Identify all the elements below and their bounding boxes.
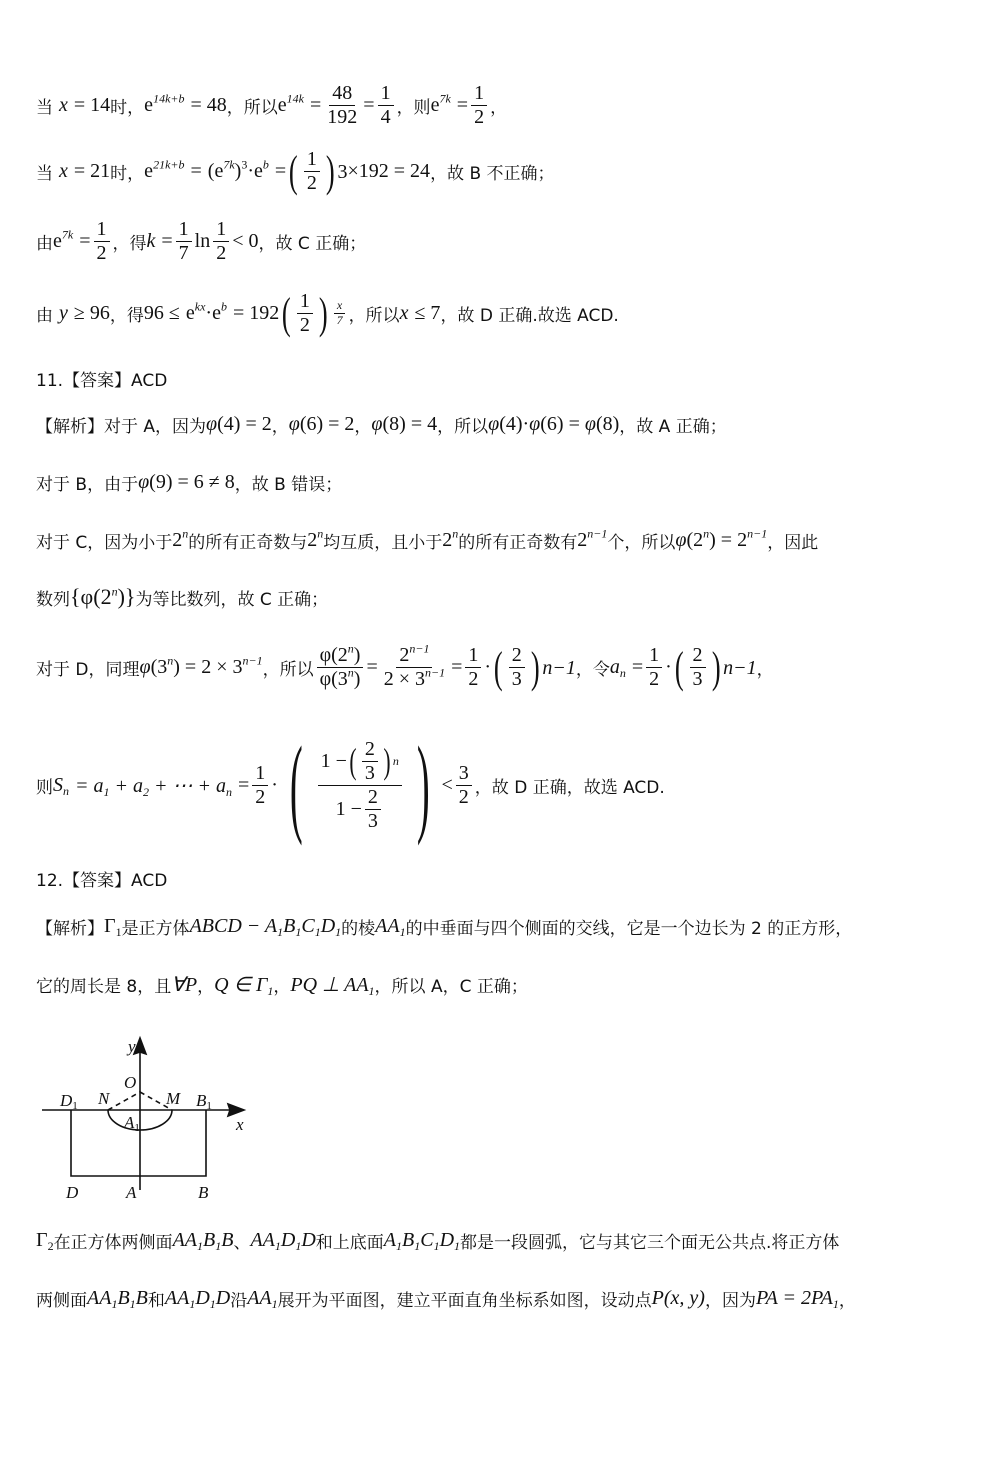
math: $e^{21k+b}$ [144, 157, 185, 182]
text: 为等比数列，故 C 正确； [135, 589, 329, 610]
text: ，则 [396, 98, 431, 118]
fraction: $\frac{2^{n-1}}{2 \times 3^{n-1}}$ [383, 641, 446, 690]
math: $\Gamma_2$ [36, 1229, 54, 1254]
text: ， [838, 1291, 856, 1311]
rectangle [71, 1110, 206, 1176]
paren: ( [674, 642, 684, 692]
fraction: $\frac{2}{3}$ [690, 644, 706, 691]
text: 当 [36, 98, 53, 118]
var-x: x [59, 160, 68, 182]
fraction: $\frac{2}{3}$ [509, 644, 525, 691]
text: ，故 C 正确； [258, 234, 367, 254]
text: ， [271, 417, 289, 437]
var-x: x [59, 94, 68, 116]
text: 、 [233, 1233, 251, 1253]
q11-answer [36, 366, 167, 391]
text: ， [273, 977, 291, 997]
math: $AA_1B_1B$ [172, 1229, 234, 1254]
math: ln [194, 230, 211, 252]
math: = [310, 94, 322, 116]
text: ，所以 [262, 660, 314, 680]
math: $AA_1$ [247, 1287, 278, 1312]
text: 在正方体两侧面 [53, 1233, 173, 1253]
math: $e^{14k+b}$ [144, 91, 185, 116]
svg-text:N: N [98, 1089, 110, 1108]
text: ，得 [109, 306, 144, 326]
q11-analysis-b [36, 470, 342, 495]
q12-analysis-4 [36, 1286, 856, 1311]
text: 均互质，且小于 [323, 533, 443, 553]
math: φ(9) = 6 ≠ 8 [138, 471, 235, 493]
fraction: $\frac{\varphi(2^n)}{\varphi(3^n)}$ [317, 644, 364, 691]
svg-text:A: A [126, 1183, 137, 1200]
text: 【解析】对于 A，因为 [36, 417, 207, 437]
fraction: $\frac{3}{2}$ [456, 762, 472, 809]
svg-text:x: x [236, 1115, 244, 1134]
q12-analysis-3 [36, 1228, 839, 1253]
q12-answer [36, 866, 167, 891]
fraction: $\frac{48}{192}$ [327, 82, 358, 128]
text: ，得 [112, 234, 147, 254]
var-y: y [59, 302, 68, 324]
svg-text:B: B [198, 1183, 209, 1200]
math: = [79, 230, 91, 252]
math: = [456, 94, 469, 116]
math: φ(6) = 2 [288, 413, 355, 435]
text: 数列 [36, 589, 70, 610]
text: 当 [36, 164, 53, 184]
q11-analysis-d: 对于 D，同理 $\varphi(3^n) = 2 \times 3^{n-1}$ ，所以 $\frac{\varphi(2^n)}{\varphi(3^n)}$ = $\frac{2^{n-1}}{2 \times 3^{n-1}}$ = $\frac{1}{2}$ · ( $\frac{2}{3}$ ) n−1 ，令 $a_n$ = $\frac{1}{2}$ · ( $\frac{2}{3}$ ) n−1 ， [36, 641, 774, 692]
var-x: x [399, 302, 409, 324]
math: $AA_1D_1D$ [164, 1287, 231, 1312]
math: PA = $2PA_1$ [755, 1287, 839, 1312]
paren: ( [289, 146, 298, 196]
math: = [161, 230, 173, 252]
math: 96 ≤ [143, 302, 180, 324]
text: 的棱 [341, 919, 376, 939]
text: ， [197, 977, 215, 997]
fraction: $\frac{1}{2}$ [471, 82, 487, 129]
math: $AA_1D_1D$ [250, 1229, 316, 1254]
solution-line-y96 [36, 290, 619, 337]
math: = [274, 160, 287, 182]
math: Q ∈ $\Gamma_1$ [214, 974, 274, 999]
fraction: 1 − ( $\frac{2}{3}$ ) n 1 − $\frac{2}{3}$ [318, 738, 402, 833]
fraction: $\frac{1}{2}$ [252, 762, 268, 809]
svg-text:B1: B1 [196, 1091, 212, 1112]
fraction: $\frac{1}{4}$ [378, 82, 394, 129]
text: 是正方体 [121, 919, 190, 939]
text: 和上底面 [315, 1233, 384, 1253]
math: P(x, y) [651, 1287, 705, 1309]
paren: ) [325, 146, 335, 196]
math: $2^{n-1}$ [577, 526, 608, 551]
math: $e^{7k}$ [430, 91, 451, 116]
math: $e^b$ [212, 299, 227, 324]
math: · [665, 656, 672, 678]
text: 对于 B，由于 [36, 475, 139, 495]
math: $AA_1$ [375, 915, 406, 940]
text: ，故 B 不正确； [430, 164, 555, 184]
svg-text:D1: D1 [60, 1091, 78, 1112]
text: 都是一段圆弧，它与其它三个面无公共点.将正方体 [460, 1233, 840, 1253]
math: φ(4)·φ(6) = φ(8) [488, 413, 620, 435]
paren: ( [282, 288, 291, 338]
math: = [451, 656, 463, 678]
math: $e^{kx}$ [185, 299, 206, 324]
math: = [238, 773, 250, 796]
text: ，因此 [767, 533, 819, 553]
math: $\Gamma_1$ [104, 915, 122, 940]
math: ×192 = 24 [347, 160, 431, 182]
text: 【解析】 [36, 919, 104, 939]
text: ，因为 [704, 1291, 756, 1311]
text: 个，所以 [607, 533, 676, 553]
math: < [441, 773, 453, 796]
math: $(e^{7k})^3$ [207, 157, 248, 182]
math: = [363, 94, 375, 116]
answer-label: 11.【答案】ACD [36, 371, 168, 391]
text: 对于 C，因为小于 [36, 533, 173, 553]
var-k: k [146, 230, 156, 252]
text: 的所有正奇数与 [188, 533, 308, 553]
solution-line-k [36, 218, 366, 265]
math: $e^b$ [254, 157, 269, 182]
math: $AA_1B_1B$ [87, 1287, 148, 1312]
coordinate-diagram [36, 1030, 266, 1200]
math: ABCD − $A_1B_1C_1D_1$ [189, 915, 342, 940]
math: PQ ⊥ $AA_1$ [290, 974, 375, 999]
text: 时， [110, 98, 145, 118]
math: $\varphi(3^n) = 2 \times 3^{n-1}$ [139, 653, 263, 678]
text: ，故 D 正确.故选 ACD. [440, 306, 619, 326]
text: ， [756, 660, 774, 680]
fraction: $\frac{1}{7}$ [176, 218, 192, 265]
math: · [271, 773, 278, 796]
fraction: $\frac{1}{2}$ [213, 218, 229, 265]
q12-analysis-2 [36, 972, 528, 997]
text: 的中垂面与四个侧面的交线，它是一个边长为 2 的正方形， [405, 919, 853, 939]
text: ，所以 [437, 417, 489, 437]
paren: ) [318, 288, 328, 338]
q11-analysis-a [36, 412, 727, 437]
q11-analysis-c [36, 528, 818, 553]
text: ， [354, 417, 372, 437]
math: ∀P [171, 974, 198, 996]
math: < 0 [232, 230, 259, 252]
text: 时， [110, 164, 145, 184]
text: ，故 B 错误； [234, 475, 343, 495]
svg-text:A1: A1 [124, 1113, 140, 1134]
y-arrow-icon [134, 1038, 146, 1054]
text: 则 [36, 777, 53, 798]
text: ，所以 A，C 正确； [374, 977, 528, 997]
text: 对于 D，同理 [36, 660, 140, 680]
text: 由 [36, 306, 53, 326]
math: $e^{14k}$ [277, 91, 304, 116]
math: = 192 [232, 302, 280, 324]
text: 由 [36, 234, 53, 254]
svg-text:O: O [124, 1073, 137, 1092]
math: $e^{7k}$ [53, 227, 74, 252]
math: = [366, 656, 378, 678]
q11-sum-line [36, 724, 665, 846]
solution-line-x14 [36, 82, 507, 129]
text: ， [490, 98, 508, 118]
math: = 48 [190, 94, 227, 116]
math: ≥ 96 [73, 302, 110, 324]
math: · [247, 160, 255, 182]
math: = [190, 160, 202, 182]
math: φ(4) = 2 [206, 413, 272, 435]
math: = 21 [73, 160, 111, 182]
paren: ( [494, 642, 503, 692]
math: $S_n$ [53, 773, 69, 798]
text: ，故 A 正确； [619, 417, 727, 437]
q11-analysis-c2 [36, 584, 328, 610]
svg-text:y: y [128, 1037, 136, 1056]
text: 沿 [230, 1291, 248, 1311]
paren: ( [289, 724, 303, 846]
q12-analysis-1 [36, 914, 852, 939]
text: 两侧面 [36, 1291, 87, 1311]
fraction: $\frac{1}{2}$ [646, 644, 662, 691]
paren: ) [416, 724, 430, 846]
math: 2$^n$ [172, 526, 189, 551]
svg-text:M: M [166, 1089, 181, 1108]
svg-text:D: D [66, 1183, 79, 1200]
math: 2$^n$ [442, 526, 459, 551]
text: 展开为平面图，建立平面直角坐标系如图，设动点 [277, 1291, 652, 1311]
math: = [631, 656, 644, 678]
exponent-fraction: $\frac{x}{7}$ [334, 299, 346, 328]
math: $A_1B_1C_1D_1$ [383, 1229, 461, 1254]
math: · [205, 302, 213, 324]
math: {φ(2$^n$)} [70, 584, 136, 609]
fraction: $\frac{1}{2}$ [297, 290, 313, 337]
math: = 14 [73, 94, 111, 116]
paren: ) [711, 642, 721, 692]
answer-label: 12.【答案】ACD [36, 871, 168, 891]
paren: ) [530, 642, 540, 692]
text: 的所有正奇数有 [458, 533, 578, 553]
math: 2$^n$ [307, 526, 324, 551]
math: ≤ 7 [414, 302, 441, 324]
solution-line-x21: 当 x = 21 时， $e^{21k+b}$ = $(e^{7k})^3$ · $e^b$ = ( $\frac{1}{2}$ ) 3 ×192 = 24 ，故 B 不正确； [36, 146, 555, 196]
fraction: $\frac{1}{2}$ [304, 148, 320, 195]
text: ，所以 [226, 98, 278, 118]
math: φ(8) = 4 [371, 413, 438, 435]
fraction: $\frac{1}{2}$ [94, 218, 110, 265]
math: · [484, 656, 492, 678]
text: 它的周长是 8，且 [36, 977, 172, 997]
math: = $a_1 + a_2$ + ⋯ + $a_n$ [75, 774, 232, 799]
text: 和 [147, 1291, 165, 1311]
text: ，所以 [348, 306, 400, 326]
text: ，令 [575, 660, 610, 680]
math: $\varphi(2^n) = 2^{n-1}$ [675, 526, 768, 551]
dashed-ON [108, 1092, 140, 1110]
math: $a_n$ [609, 656, 626, 681]
fraction: $\frac{1}{2}$ [465, 644, 481, 691]
text: ，故 D 正确，故选 ACD. [474, 777, 665, 798]
